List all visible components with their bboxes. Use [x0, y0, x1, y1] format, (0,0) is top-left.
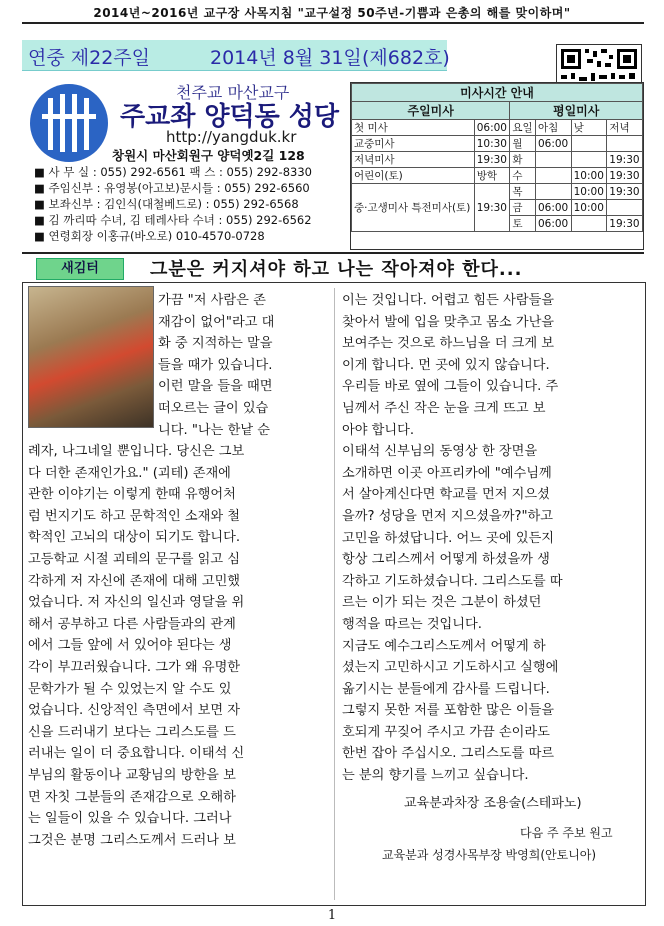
text-line: 찾아서 발에 입을 맞추고 몸소 가난을 — [342, 314, 555, 330]
text-line: 한번 잡아 주십시오. 그리스도를 따르 — [342, 746, 555, 762]
weekday-col-noon: 낮 — [571, 120, 607, 136]
text-line: 들을 때가 있습니다. — [158, 357, 273, 373]
left-column-body — [28, 441, 328, 851]
text-line: 해서 공부하고 다른 사람들과의 관계 — [28, 616, 236, 632]
text-line: 이태석 신부님의 동영상 한 장면을 — [342, 444, 538, 460]
text-line: 럼 번지기도 하고 문학적인 소재와 철 — [28, 508, 241, 524]
text-line: 재감이 없어"라고 대 — [158, 314, 275, 330]
parish-logo-icon — [30, 84, 108, 162]
left-column-top — [158, 290, 328, 441]
weekday-day: 목 — [510, 184, 536, 200]
weekday-col-morning: 아침 — [535, 120, 571, 136]
text-line: 면 자칫 그분들의 존재감으로 오해하 — [28, 789, 236, 805]
pastoral-motto: 2014년~2016년 교구장 사목지침 "교구설정 50주년-기쁨과 은총의 해를 맞이하며" — [93, 6, 571, 20]
column-divider — [334, 288, 335, 900]
weekday-time — [535, 152, 571, 168]
contact-funeral: ■ 연령회장 이홍규(바오로) 010-4570-0728 — [34, 229, 265, 243]
text-line: 르는 이가 되는 것은 그분이 하셨던 — [342, 595, 542, 611]
text-line: 그렇지 못한 저를 포함한 많은 이들을 — [342, 703, 555, 719]
text-line: 이는 것입니다. 어렵고 힘든 사람들을 — [342, 293, 555, 308]
text-line: 이런 말을 들을 때면 — [158, 379, 273, 395]
next-week-label: 다음 주 주보 원고 — [520, 826, 613, 840]
parish-address: 창원시 마산회원구 양덕옛2길 128 — [112, 148, 305, 163]
sunday-mass-name: 중·고생미사 특전미사(토) — [352, 184, 475, 232]
weekday-time: 06:00 — [535, 216, 571, 232]
section-badge: 새김터 — [36, 258, 124, 280]
contact-office: ■ 사 무 실 : 055) 292-6561 팩 스 : 055) 292-8330 — [34, 165, 312, 179]
mass-schedule — [350, 82, 644, 250]
weekday-time: 10:00 — [571, 168, 607, 184]
sunday-mass-time: 19:30 — [474, 184, 510, 232]
text-line: 관한 이야기는 이렇게 한때 유행어처 — [28, 487, 236, 503]
text-line: 그것은 분명 그리스도께서 드러나 보 — [28, 832, 236, 848]
text-line: 학적인 고뇌의 대상이 되기도 합니다. — [28, 530, 241, 546]
weekday-time — [535, 184, 571, 200]
text-line: 님께서 주신 작은 눈을 크게 뜨고 보 — [342, 400, 546, 416]
sunday-mass-time: 10:30 — [474, 136, 510, 152]
text-line: 옮기시는 분들에게 감사를 드립니다. — [342, 681, 550, 697]
text-line: 다 더한 존재인가요." (괴테) 존재에 — [28, 465, 231, 481]
weekday-day: 화 — [510, 152, 536, 168]
weekday-day: 월 — [510, 136, 536, 152]
text-line: 는 일들이 있을 수 있습니다. 그러나 — [28, 811, 232, 827]
text-line: 각하고 기도하셨습니다. 그리스도를 따 — [342, 573, 563, 589]
weekday-time — [571, 152, 607, 168]
weekday-time — [535, 168, 571, 184]
sunday-mass-time: 19:30 — [474, 152, 510, 168]
text-line: 부님의 활동이나 교황님의 방한을 보 — [28, 767, 236, 783]
text-line: 셨는지 고민하시고 기도하시고 실행에 — [342, 660, 559, 676]
sunday-mass-time: 06:00 — [474, 120, 510, 136]
date-band — [22, 40, 450, 71]
text-line: 각이 부끄러웠습니다. 그가 왜 유명한 — [28, 659, 241, 675]
text-line: 을까? 성당을 먼저 지으셨을까?"하고 — [342, 508, 553, 524]
sunday-mass-time: 방학 — [474, 168, 510, 184]
weekday-time: 19:30 — [607, 216, 643, 232]
diocese-name: 천주교 마산교구 — [176, 83, 290, 102]
weekday-time: 19:30 — [607, 152, 643, 168]
text-line: 는 분의 향기를 느끼고 싶습니다. — [342, 768, 529, 784]
weekday-day: 금 — [510, 200, 536, 216]
sunday-mass-name: 교중미사 — [352, 136, 475, 152]
section-rule — [22, 252, 644, 254]
text-line: 떠오르는 글이 있습 — [158, 400, 269, 416]
text-line: 각하게 저 자신에 존재에 대해 고민했 — [28, 573, 241, 589]
text-line: 문학가가 될 수 있었는지 알 수도 있 — [28, 681, 232, 697]
issue-date: 2014년 8월 31일 — [210, 47, 362, 69]
text-line: 니다. "나는 한낱 순 — [158, 422, 271, 438]
weekday-col-day: 요일 — [510, 120, 536, 136]
weekday-time — [571, 216, 607, 232]
text-line: 신을 드러내기 보다는 그리스도를 드 — [28, 724, 236, 740]
weekday-time — [607, 200, 643, 216]
article-photo — [28, 286, 154, 428]
article-headline: 그분은 커지셔야 하고 나는 작아져야 한다... — [150, 259, 523, 280]
text-line: 지금도 예수그리스도께서 어떻게 하 — [342, 638, 546, 654]
sunday-mass-header: 주일미사 — [352, 102, 510, 120]
sunday-mass-name: 어린이(토) — [352, 168, 475, 184]
contact-list — [34, 164, 350, 244]
issue-number: (제682호) — [362, 47, 450, 69]
text-line: 이게 합니다. 먼 곳에 있지 않습니다. — [342, 357, 550, 373]
contact-pastor: ■ 주임신부 : 유영봉(아고보)문시들 : 055) 292-6560 — [34, 181, 310, 195]
author-signature: 교육분과차장 조용술(스테파노) — [404, 796, 582, 811]
next-week-author: 교육분과 성경사목부장 박영희(안토니아) — [382, 848, 597, 862]
text-line: 보여주는 것으로 하느님을 더 크게 보 — [342, 336, 555, 352]
parish-url[interactable]: http://yangduk.kr — [166, 128, 297, 146]
weekday-time: 10:00 — [571, 184, 607, 200]
text-line: 었습니다. 신앙적인 측면에서 보면 자 — [28, 703, 241, 719]
text-line: 소개하면 이곳 아프리카에 "예수님께 — [342, 465, 552, 481]
contact-assistant: ■ 보좌신부 : 김인식(대철베드로) : 055) 292-6568 — [34, 197, 299, 211]
liturgical-season: 연중 제22주일 — [28, 47, 150, 69]
weekday-mass-header: 평일미사 — [510, 102, 643, 120]
text-line: 고등학교 시절 괴테의 문구를 읽고 심 — [28, 551, 241, 567]
weekday-col-evening: 저녁 — [607, 120, 643, 136]
text-line: 례자, 나그네일 뿐입니다. 당신은 그보 — [28, 444, 245, 459]
text-line: 아야 합니다. — [342, 422, 415, 438]
weekday-time — [607, 136, 643, 152]
weekday-day: 토 — [510, 216, 536, 232]
sunday-mass-name: 저녁미사 — [352, 152, 475, 168]
header-rule — [22, 22, 644, 24]
text-line: 에서 그들 앞에 서 있어야 된다는 생 — [28, 638, 232, 654]
weekday-day: 수 — [510, 168, 536, 184]
text-line: 고민을 하셨답니다. 어느 곳에 있든지 — [342, 530, 555, 546]
sunday-mass-name: 첫 미사 — [352, 120, 475, 136]
weekday-time — [571, 136, 607, 152]
weekday-time: 19:30 — [607, 184, 643, 200]
text-line: 항상 그리스께서 어떻게 하셨을까 생 — [342, 552, 550, 568]
text-line: 호되게 꾸짖어 주시고 가끔 손이라도 — [342, 724, 550, 740]
page-number: 1 — [327, 908, 337, 923]
text-line: 서 살아계신다면 학교를 먼저 지으셨 — [342, 487, 550, 503]
text-line: 러내는 일이 더 중요합니다. 이태석 신 — [28, 746, 245, 762]
contact-sisters: ■ 김 까리따 수녀, 김 테레사타 수녀 : 055) 292-6562 — [34, 213, 312, 227]
text-line: 화 중 지적하는 말을 — [158, 336, 273, 352]
text-line: 가끔 "저 사람은 존 — [158, 293, 266, 308]
mass-schedule-title: 미사시간 안내 — [352, 84, 643, 102]
parish-name: 주교좌 양덕동 성당 — [120, 102, 340, 132]
weekday-time: 19:30 — [607, 168, 643, 184]
text-line: 우리들 바로 옆에 그들이 있습니다. 주 — [342, 379, 559, 395]
weekday-time: 06:00 — [535, 200, 571, 216]
weekday-time: 10:00 — [571, 200, 607, 216]
right-column — [342, 290, 640, 787]
text-line: 었습니다. 저 자신의 일신과 영달을 위 — [28, 595, 245, 611]
weekday-time: 06:00 — [535, 136, 571, 152]
text-line: 행적을 따르는 것입니다. — [342, 616, 482, 632]
